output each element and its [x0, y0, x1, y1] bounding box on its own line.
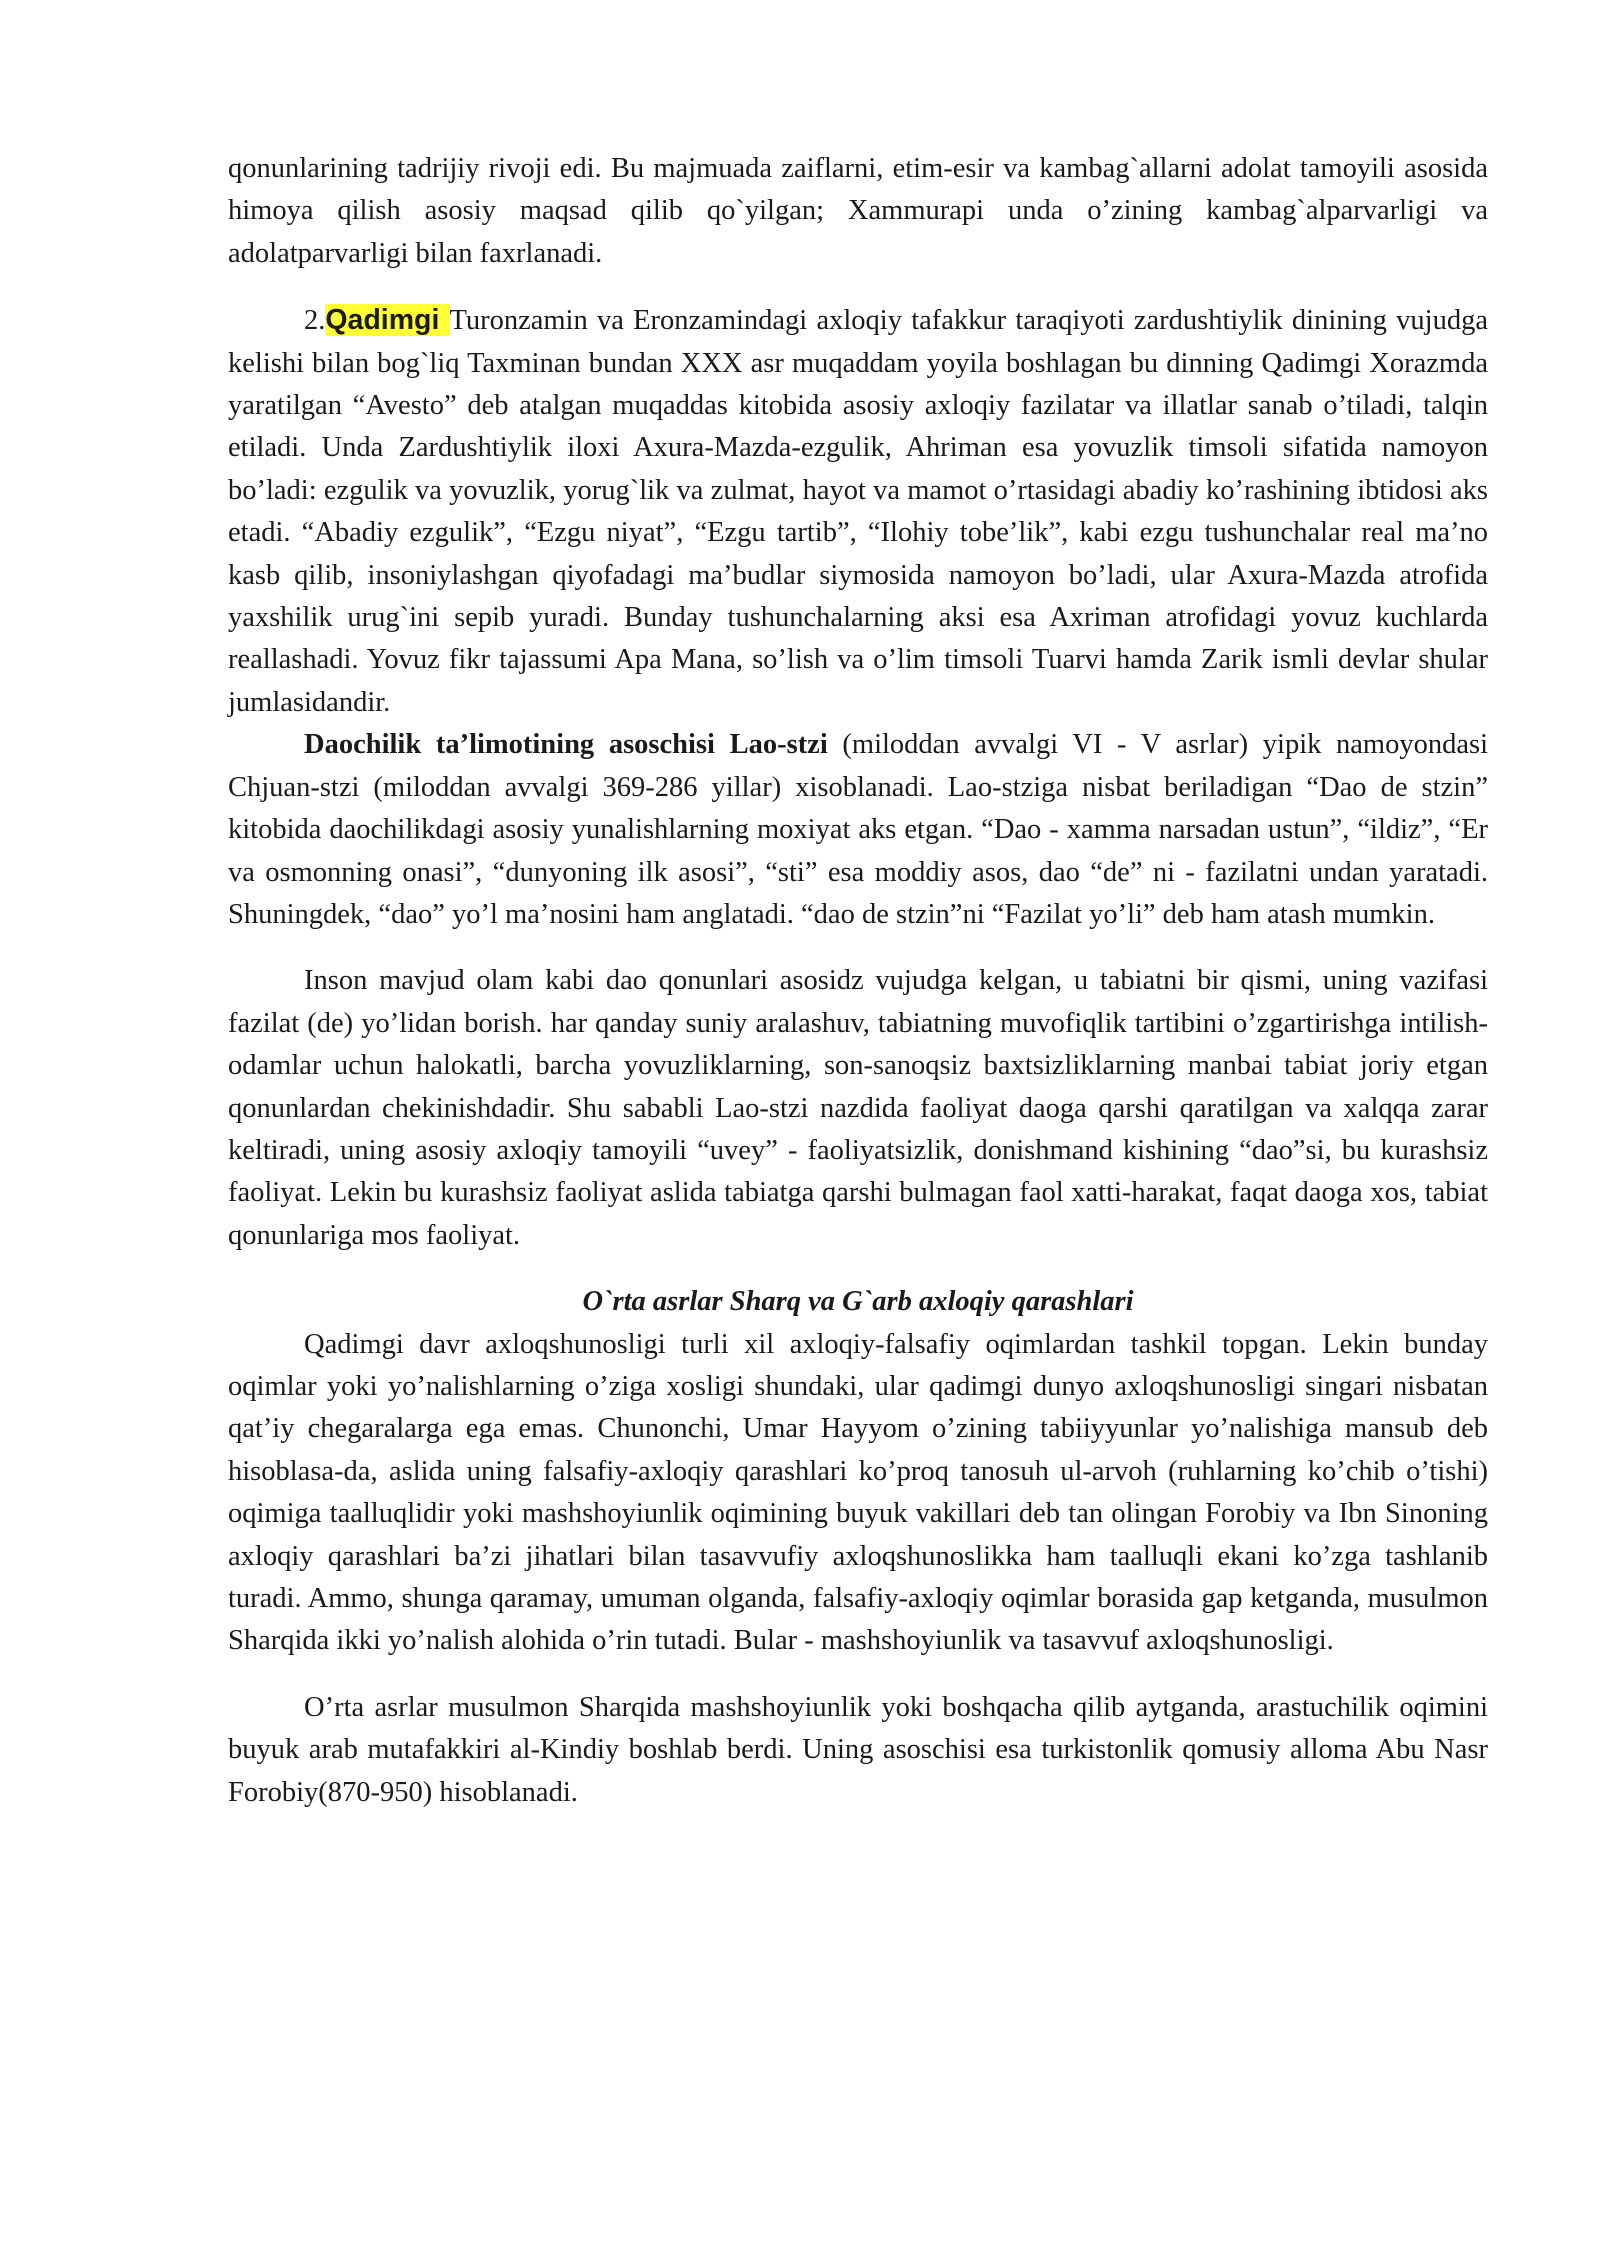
list-number: 2. — [304, 305, 326, 337]
paragraph-peripatetics: O’rta asrlar musulmon Sharqida mashshoyiunlik yoki boshqacha qilib aytganda, arastuchilik oqimini buyuk arab mutafakkiri al-Kindiy boshlab berdi. Uning asoschisi esa turkistonlik qomusiy alloma Abu Nasr Forobiy(870-950) hisoblanadi. — [228, 1691, 1488, 1808]
paragraph-zoroastrianism — [228, 299, 1488, 724]
document-page — [228, 148, 1488, 1814]
section-heading: O`rta asrlar Sharq va G`arb axloqiy qarashlari — [582, 1286, 1134, 1318]
paragraph-text: (miloddan avvalgi VI - V asrlar) yipik namoyondasi Chjuan-stzi (miloddan avvalgi 369-286 yillar) xisoblanadi. Lao-stziga nisbat beriladigan “Dao de stzin” kitobida daochilikdagi asosiy yunalishlarning moxiyat aks etgan. “Dao - xamma narsadan ustun”, “ildiz”, “Er va osmonning onasi”, “dunyoning ilk asosi”, “sti” esa moddiy asos, dao “de” ni - fazilatni undan yaratadi. Shuningdek, “dao” yo’l ma’nosini ham anglatadi. “dao de stzin”ni “Fazilat yo’li” deb ham atash mumkin. — [228, 729, 1488, 930]
paragraph-medieval-ethics: Qadimgi davr axloqshunosligi turli xil axloqiy-falsafiy oqimlardan tashkil topgan. Lekin bunday oqimlar yoki yo’nalishlarning o’ziga xosligi shundaki, ular qadimgi dunyo axloqshunosligi singari nisbatan qat’iy chegaralarga ega emas. Chunonchi, Umar Hayyom o’zining tabiiyyunlar yo’nalishiga mansub deb hisoblasa-da, aslida uning falsafiy-axloqiy qarashlari ko’proq tanosuh ul-arvoh (ruhlarning ko’chib o’tishi) oqimiga taalluqlidir yoki mashshoyiunlik oqimining buyuk vakillari deb tan olingan Forobiy va Ibn Sinoning axloqiy qarashlari ba’zi jihatlari bilan tasavvufiy axloqshunoslikka ham taalluqli ekani ko’zga tashlanib turadi. Ammo, shunga qaramay, umuman olganda, falsafiy-axloqiy oqimlar borasida gap ketganda, musulmon Sharqida ikki yo’nalish alohida o’rin tutadi. Bular - mashshoyiunlik va tasavvuf axloqshunosligi. — [228, 1328, 1488, 1657]
bold-lead: Daochilik ta’limotining asoschisi Lao-stzi — [304, 729, 828, 761]
paragraph-daoism — [228, 724, 1488, 936]
highlighted-word: Qadimgi — [325, 304, 450, 337]
paragraph-hammurabi: qonunlarining tadrijiy rivoji edi. Bu majmuada zaiflarni, etim-esir va kambag`allarni adolat tamoyili asosida himoya qilish asosiy maqsad qilib qo`yilgan; Xammurapi unda o’zining kambag`alparvarligi va adolatparvarligi bilan faxrlanadi. — [228, 153, 1488, 269]
paragraph-text: Turonzamin va Eronzamindagi axloqiy tafakkur taraqiyoti zardushtiylik dinining vujudga kelishi bilan bog`liq Taxminan bundan XXX asr muqaddam yoyila boshlagan bu dinning Qadimgi Xorazmda yaratilgan “Avesto” deb atalgan muqaddas kitobida asosiy axloqiy fazilatar va illatlar sanab o’tiladi, talqin etiladi. Unda Zardushtiylik iloxi Axura-Mazda-ezgulik, Ahriman esa yovuzlik timsoli sifatida namoyon bo’ladi: ezgulik va yovuzlik, yorug`lik va zulmat, hayot va mamot o’rtasidagi abadiy ko’rashining ibtidosi aks etadi. “Abadiy ezgulik”, “Ezgu niyat”, “Ezgu tartib”, “Ilohiy tobe’lik”, kabi ezgu tushunchalar real ma’no kasb qilib, insoniylashgan qiyofadagi ma’budlar siymosida namoyon bo’ladi, ular Axura-Mazda atrofida yaxshilik urug`ini sepib yuradi. Bunday tushunchalarning aksi esa Axriman atrofidagi yovuz kuchlarda reallashadi. Yovuz fikr tajassumi Apa Mana, so’lish va o’lim timsoli Tuarvi hamda Zarik ismli devlar shular jumlasidandir. — [228, 305, 1488, 718]
paragraph-dao-laws: Inson mavjud olam kabi dao qonunlari asosidz vujudga kelgan, u tabiatni bir qismi, uning vazifasi fazilat (de) yo’lidan borish. har qanday suniy aralashuv, tabiatning muvofiqlik tartibini o’zgartirishga intilish-odamlar uchun halokatli, barcha yovuzliklarning, son-sanoqsiz baxtsizliklarning manbai tabiat joriy etgan qonunlardan chekinishdadir. Shu sababli Lao-stzi nazdida faoliyat daoga qarshi qaratilgan va xalqqa zarar keltiradi, uning asosiy axloqiy tamoyili “uvey” - faoliyatsizlik, donishmand kishining “dao”si, bu kurashsiz faoliyat. Lekin bu kurashsiz faoliyat aslida tabiatga qarshi bulmagan faol xatti-harakat, faqat daoga xos, tabiat qonunlariga mos faoliyat. — [228, 965, 1488, 1251]
